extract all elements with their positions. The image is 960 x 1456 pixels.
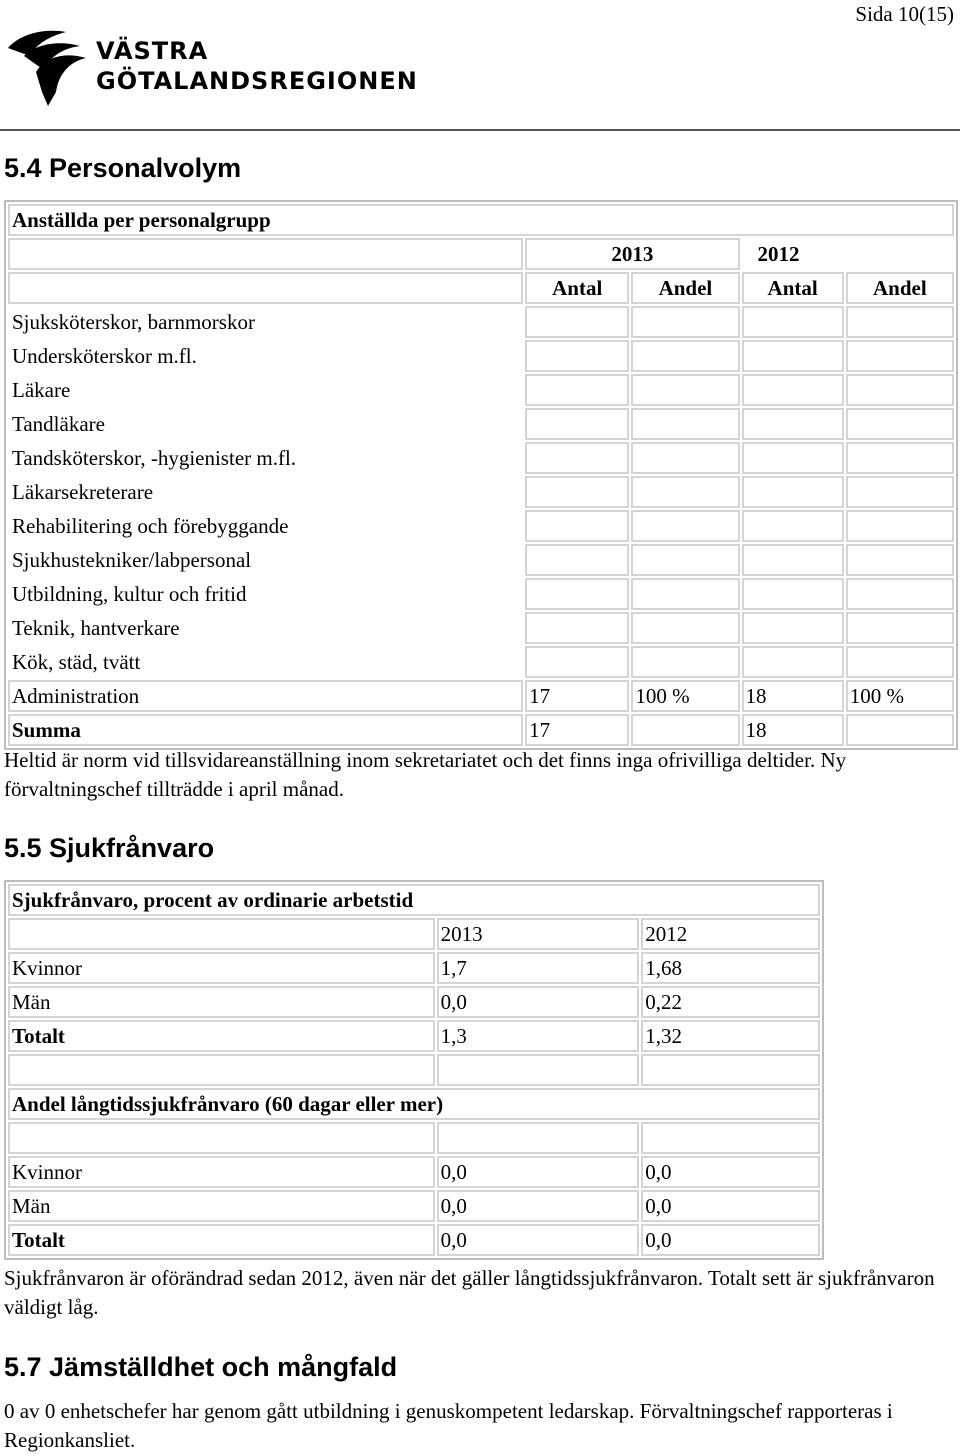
column-header-row [8, 272, 954, 304]
row-label: Läkare [8, 374, 523, 406]
col-antal-2013: Antal [525, 272, 629, 304]
empty-cell [8, 1054, 435, 1086]
empty-cell [641, 1122, 820, 1154]
personalvolym-table [4, 200, 958, 750]
value-2012: 0,22 [641, 986, 820, 1018]
table-row [8, 612, 954, 644]
value-2012: 1,68 [641, 952, 820, 984]
andel-2012 [846, 374, 954, 406]
long-title-row [8, 1088, 820, 1120]
antal-2012 [742, 340, 844, 372]
year-2013-header: 2013 [437, 918, 640, 950]
table-title-row [8, 884, 820, 916]
col-andel-2013: Andel [631, 272, 739, 304]
andel-2012 [846, 578, 954, 610]
summa-antal-2013: 17 [525, 714, 629, 746]
long-term-title: Andel långtidssjukfrånvaro (60 dagar eller mer) [8, 1088, 820, 1120]
empty-cell [437, 1054, 640, 1086]
empty-cell [8, 1122, 435, 1154]
andel-2012 [846, 476, 954, 508]
antal-2013 [525, 340, 629, 372]
table-row [8, 340, 954, 372]
antal-2013 [525, 408, 629, 440]
sjukfranvaro-table [4, 880, 824, 1260]
andel-2013 [631, 476, 739, 508]
antal-2013: 17 [525, 680, 629, 712]
row-label: Totalt [8, 1224, 435, 1256]
table-title-row [8, 204, 954, 236]
andel-2013 [631, 646, 739, 678]
year-2012-header: 2012 [641, 918, 820, 950]
andel-2013 [631, 544, 739, 576]
row-label: Rehabilitering och förebyggande [8, 510, 523, 542]
table-row [8, 986, 820, 1018]
value-2013: 0,0 [437, 1224, 640, 1256]
year-2013-header: 2013 [525, 238, 739, 270]
andel-2013: 100 % [631, 680, 739, 712]
antal-2013 [525, 544, 629, 576]
year-header-row [8, 918, 820, 950]
table-row [8, 1224, 820, 1256]
row-label: Undersköterskor m.fl. [8, 340, 523, 372]
andel-2012 [846, 510, 954, 542]
table-row [8, 1020, 820, 1052]
table-row [8, 442, 954, 474]
page-number: Sida 10(15) [855, 2, 954, 26]
personalvolym-note: Heltid är norm vid tillsvidareanställning inom sekretariatet och det finns inga ofrivilliga deltider. Ny förvaltningschef tillträdde i april månad. [4, 748, 847, 801]
col-antal-2012: Antal [742, 272, 844, 304]
logo-mark-icon [6, 26, 90, 108]
summa-andel-2012 [846, 714, 954, 746]
antal-2012 [742, 374, 844, 406]
logo-line2: GÖTALANDSREGIONEN [96, 67, 418, 95]
antal-2012 [742, 578, 844, 610]
andel-2013 [631, 340, 739, 372]
value-2012: 1,32 [641, 1020, 820, 1052]
section-heading-jamstalldhet: 5.7 Jämställdhet och mångfald [4, 1352, 398, 1382]
sjukfranvaro-note: Sjukfrånvaron är oförändrad sedan 2012, även när det gäller långtidssjukfrånvaron. Totalt sett är sjukfrånvaron väldigt låg. [4, 1266, 935, 1319]
row-label: Kök, städ, tvätt [8, 646, 523, 678]
antal-2012 [742, 544, 844, 576]
summa-andel-2013 [631, 714, 739, 746]
value-2013: 0,0 [437, 986, 640, 1018]
antal-2013 [525, 578, 629, 610]
vgregion-logo [6, 26, 418, 108]
antal-2012 [742, 612, 844, 644]
row-label: Sjukhustekniker/labpersonal [8, 544, 523, 576]
andel-2012 [846, 306, 954, 338]
row-label: Teknik, hantverkare [8, 612, 523, 644]
col-andel-2012: Andel [846, 272, 954, 304]
table-row [8, 374, 954, 406]
antal-2012 [742, 646, 844, 678]
andel-2012: 100 % [846, 680, 954, 712]
empty-cell [641, 1054, 820, 1086]
andel-2012 [846, 340, 954, 372]
antal-2012 [742, 408, 844, 440]
table-row [8, 408, 954, 440]
summa-antal-2012: 18 [742, 714, 844, 746]
row-label: Kvinnor [8, 952, 435, 984]
antal-2012 [742, 510, 844, 542]
antal-2013 [525, 374, 629, 406]
table-row [8, 510, 954, 542]
andel-2013 [631, 578, 739, 610]
table-row [8, 680, 954, 712]
antal-2012: 18 [742, 680, 844, 712]
table-row [8, 1190, 820, 1222]
antal-2012 [742, 306, 844, 338]
value-2012: 0,0 [641, 1224, 820, 1256]
andel-2013 [631, 612, 739, 644]
logo-line1: VÄSTRA [96, 37, 209, 65]
row-label: Sjuksköterskor, barnmorskor [8, 306, 523, 338]
table-row [8, 578, 954, 610]
section-heading-personalvolym: 5.4 Personalvolym [4, 153, 242, 183]
value-2013: 0,0 [437, 1190, 640, 1222]
andel-2013 [631, 442, 739, 474]
row-label: Administration [8, 680, 523, 712]
table-row [8, 476, 954, 508]
andel-2012 [846, 408, 954, 440]
empty-cell [8, 238, 523, 270]
antal-2012 [742, 442, 844, 474]
andel-2013 [631, 374, 739, 406]
andel-2013 [631, 408, 739, 440]
value-2013: 1,3 [437, 1020, 640, 1052]
row-label: Män [8, 986, 435, 1018]
table-row [8, 1156, 820, 1188]
logo-wordmark [96, 36, 418, 96]
row-label: Tandsköterskor, -hygienister m.fl. [8, 442, 523, 474]
header-rule [0, 129, 960, 131]
antal-2013 [525, 442, 629, 474]
spacer-row [8, 1054, 820, 1086]
table-row [8, 952, 820, 984]
table-title: Sjukfrånvaro, procent av ordinarie arbetstid [8, 884, 820, 916]
empty-cell [437, 1122, 640, 1154]
antal-2013 [525, 612, 629, 644]
empty-cell [8, 918, 435, 950]
summa-label: Summa [8, 714, 523, 746]
antal-2012 [742, 476, 844, 508]
jamstalldhet-text: 0 av 0 enhetschefer har genom gått utbildning i genuskompetent ledarskap. Förvaltningschef rapporteras i Regionkansliet. [4, 1399, 893, 1452]
table-row [8, 646, 954, 678]
row-label: Läkarsekreterare [8, 476, 523, 508]
table-title: Anställda per personalgrupp [8, 204, 954, 236]
row-label: Totalt [8, 1020, 435, 1052]
antal-2013 [525, 476, 629, 508]
spacer-row [8, 1122, 820, 1154]
year-header-row [8, 238, 954, 270]
row-label: Tandläkare [8, 408, 523, 440]
empty-cell [8, 272, 523, 304]
antal-2013 [525, 646, 629, 678]
year-2012-header: 2012 [742, 238, 954, 270]
value-2012: 0,0 [641, 1190, 820, 1222]
value-2013: 0,0 [437, 1156, 640, 1188]
andel-2013 [631, 306, 739, 338]
row-label: Män [8, 1190, 435, 1222]
value-2012: 0,0 [641, 1156, 820, 1188]
section-heading-sjukfranvaro: 5.5 Sjukfrånvaro [4, 833, 215, 863]
andel-2012 [846, 544, 954, 576]
andel-2012 [846, 612, 954, 644]
antal-2013 [525, 306, 629, 338]
antal-2013 [525, 510, 629, 542]
row-label: Utbildning, kultur och fritid [8, 578, 523, 610]
table-row [8, 544, 954, 576]
andel-2012 [846, 442, 954, 474]
summa-row [8, 714, 954, 746]
andel-2013 [631, 510, 739, 542]
andel-2012 [846, 646, 954, 678]
value-2013: 1,7 [437, 952, 640, 984]
row-label: Kvinnor [8, 1156, 435, 1188]
table-row [8, 306, 954, 338]
